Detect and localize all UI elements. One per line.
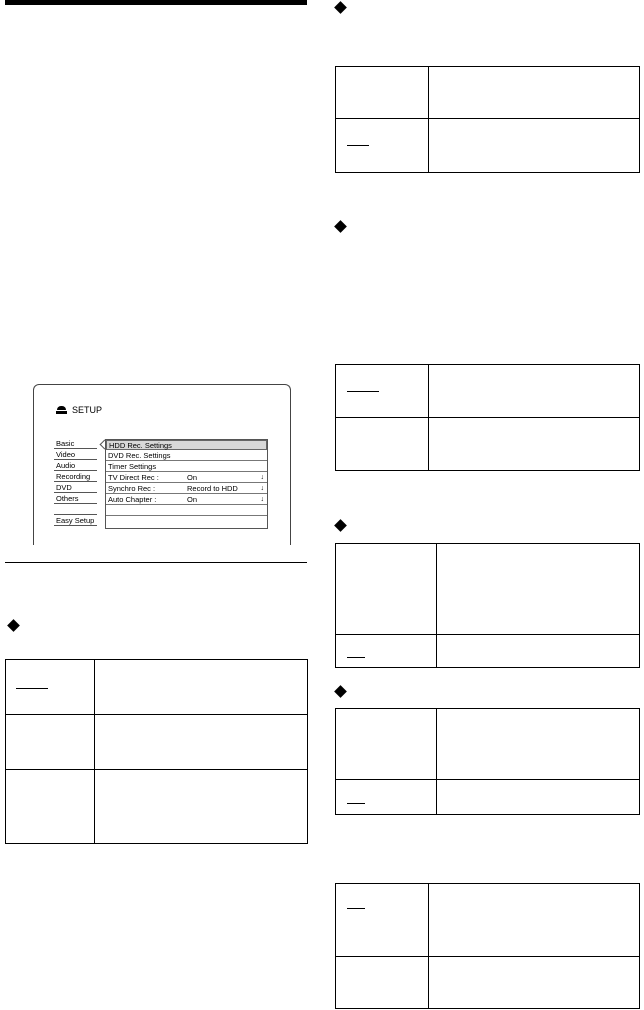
submenu-row-empty — [106, 517, 267, 527]
option-desc — [429, 418, 640, 471]
default-underline — [347, 145, 369, 146]
option-desc — [429, 957, 640, 1009]
menu-item-basic[interactable]: Basic — [54, 439, 97, 449]
submenu-row-tv-direct-rec[interactable]: TV Direct Rec : On ↓ — [106, 473, 267, 483]
option-desc — [429, 119, 640, 173]
option-desc — [437, 635, 640, 668]
option-desc — [437, 780, 640, 815]
default-underline — [347, 391, 379, 392]
submenu-row-auto-chapter[interactable]: Auto Chapter : On ↓ — [106, 495, 267, 505]
default-underline — [347, 657, 365, 658]
option-desc — [437, 544, 640, 635]
option-cell — [336, 884, 429, 957]
diamond-bullet-icon — [334, 519, 347, 532]
option-cell — [336, 709, 437, 780]
submenu-row-synchro-rec[interactable]: Synchro Rec : Record to HDD ↓ — [106, 484, 267, 494]
option-desc — [429, 67, 640, 119]
menu-item-easy-setup[interactable]: Easy Setup — [54, 516, 97, 526]
default-underline — [347, 803, 365, 804]
arrow-down-icon: ↓ — [260, 474, 264, 481]
section-top-rule — [5, 0, 307, 5]
option-cell — [336, 635, 437, 668]
option-table-1 — [5, 659, 308, 844]
default-underline — [16, 688, 48, 689]
option-cell — [336, 418, 429, 471]
arrow-down-icon: ↓ — [260, 485, 264, 492]
option-desc — [429, 365, 640, 418]
menu-item-blank — [54, 505, 97, 515]
option-cell — [6, 770, 95, 844]
option-cell — [336, 957, 429, 1009]
menu-item-dvd[interactable]: DVD — [54, 483, 97, 493]
setup-title-label: SETUP — [72, 405, 103, 415]
menu-item-recording[interactable]: Recording — [54, 472, 97, 482]
diamond-bullet-icon — [334, 220, 347, 233]
arrow-down-icon: ↓ — [260, 496, 264, 503]
menu-item-others[interactable]: Others — [54, 494, 97, 504]
option-cell — [336, 365, 429, 418]
diamond-bullet-icon — [334, 685, 347, 698]
option-desc — [95, 660, 308, 715]
default-underline — [347, 908, 365, 909]
setup-screen — [33, 384, 291, 545]
menu-item-video[interactable]: Video — [54, 450, 97, 460]
option-cell — [336, 780, 437, 815]
option-desc — [429, 884, 640, 957]
option-cell — [336, 544, 437, 635]
option-cell — [6, 715, 95, 770]
option-table-2 — [335, 66, 640, 173]
submenu-row-timer-settings[interactable]: Timer Settings — [106, 462, 267, 472]
setup-icon — [56, 406, 67, 415]
option-cell — [336, 119, 429, 173]
section-divider — [5, 562, 307, 563]
option-table-3 — [335, 364, 640, 471]
option-desc — [95, 715, 308, 770]
option-cell — [6, 660, 95, 715]
option-desc — [437, 709, 640, 780]
submenu-row-empty — [106, 506, 267, 516]
submenu-row-dvd-rec-settings[interactable]: DVD Rec. Settings — [106, 451, 267, 461]
diamond-bullet-icon — [334, 1, 347, 14]
setup-title — [56, 405, 102, 415]
setup-submenu — [105, 439, 268, 529]
option-table-6 — [335, 883, 640, 1009]
option-cell — [336, 67, 429, 119]
option-table-4 — [335, 543, 640, 668]
option-desc — [95, 770, 308, 844]
submenu-row-hdd-rec-settings[interactable]: HDD Rec. Settings — [106, 440, 267, 450]
option-table-5 — [335, 708, 640, 815]
menu-item-audio[interactable]: Audio — [54, 461, 97, 471]
diamond-bullet-icon — [7, 619, 20, 632]
